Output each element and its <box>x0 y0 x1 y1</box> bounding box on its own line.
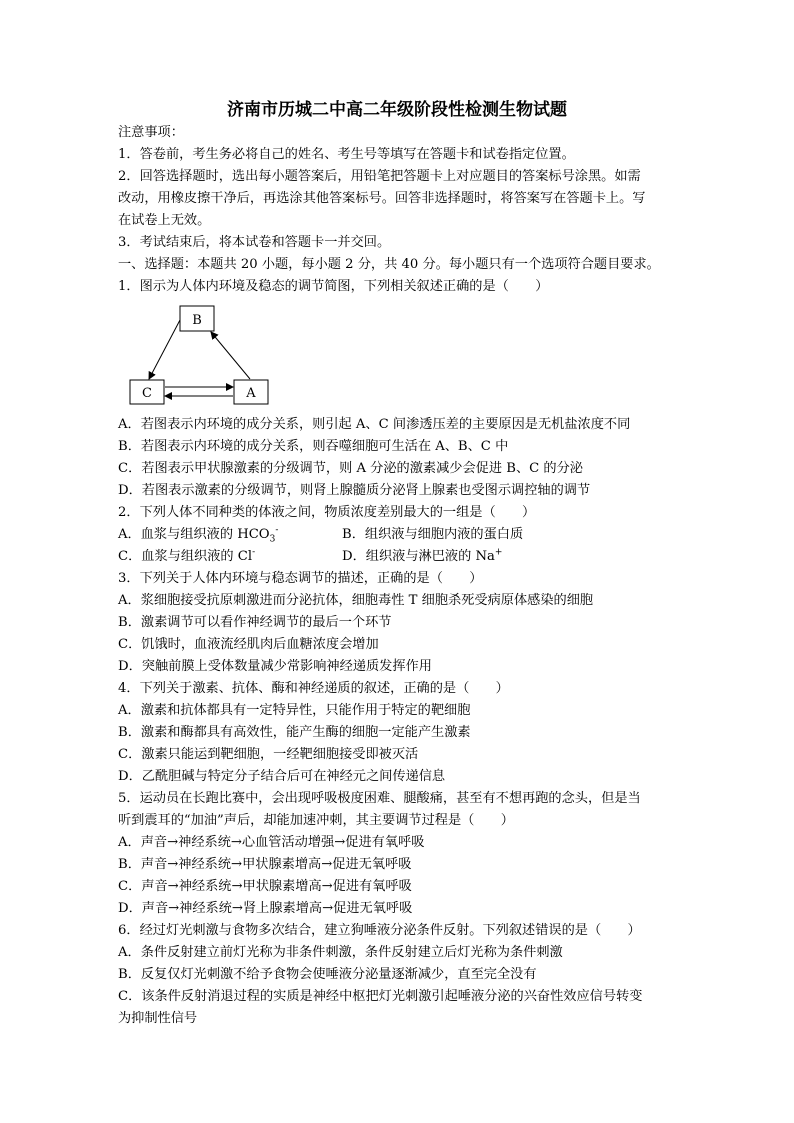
node-b <box>180 306 214 331</box>
question-5-stem: 5．运动员在长跑比赛中，会出现呼吸极度困难、腿酸痛，甚至有不想再跑的念头，但是当 <box>118 791 641 806</box>
question-2-option-d: D．组织液与淋巴液的 Na+ <box>342 547 503 564</box>
question-6-option: C．该条件反射消退过程的实质是神经中枢把灯光刺激引起唾液分泌的兴奋性效应信号转变 <box>118 989 643 1004</box>
notice-item: 2．回答选择题时，选出每小题答案后，用铅笔把答题卡上对应题目的答案标号涂黑。如需 <box>118 169 641 184</box>
node-a <box>234 380 268 404</box>
question-3-option: A．浆细胞接受抗原刺激进而分泌抗体，细胞毒性 T 细胞杀死受病原体感染的细胞 <box>118 593 594 608</box>
question-6-option: B．反复仅灯光刺激不给予食物会使唾液分泌量逐渐减少，直至完全没有 <box>118 967 537 982</box>
page-title: 济南市历城二中高二年级阶段性检测生物试题 <box>227 100 567 120</box>
arrow-b-to-c <box>149 320 180 379</box>
question-3-option: C．饥饿时，血液流经肌肉后血糖浓度会增加 <box>118 637 379 652</box>
question-4-stem: 4．下列关于激素、抗体、酶和神经递质的叙述，正确的是（ ） <box>118 681 509 696</box>
notice-heading: 注意事项： <box>118 125 184 140</box>
question-2-row-1 <box>118 524 678 546</box>
question-4-option: B．激素和酶都具有高效性，能产生酶的细胞一定能产生激素 <box>118 725 471 740</box>
question-4-option: C．激素只能运到靶细胞，一经靶细胞接受即被灭活 <box>118 747 419 762</box>
question-2-option-c: C．血浆与组织液的 Cl- <box>118 547 256 564</box>
question-5-option: C．声音→神经系统→甲状腺素增高→促进有氧呼吸 <box>118 879 412 894</box>
arrow-a-to-b <box>211 332 250 379</box>
question-3-option: D．突触前膜上受体数量减少常影响神经递质发挥作用 <box>118 659 432 674</box>
node-c-label: C <box>142 386 152 401</box>
question-5-option: A．声音→神经系统→心血管活动增强→促进有氧呼吸 <box>118 835 425 850</box>
question-3-option: B．激素调节可以看作神经调节的最后一个环节 <box>118 615 392 630</box>
notice-item: 在试卷上无效。 <box>118 213 211 228</box>
notice-item: 3．考试结束后，将本试卷和答题卡一并交回。 <box>118 235 391 250</box>
question-5-stem-cont: 听到震耳的“加油”声后，却能加速冲刺，其主要调节过程是（ ） <box>118 813 514 828</box>
section-heading: 一、选择题：本题共 20 小题，每小题 2 分，共 40 分。每小题只有一个选项符合题目要求。 <box>118 257 660 272</box>
question-1-option: B．若图表示内环境的成分关系，则吞噬细胞可生活在 A、B、C 中 <box>118 439 509 454</box>
question-1-option: A．若图表示内环境的成分关系，则引起 A、C 间渗透压差的主要原因是无机盐浓度不同 <box>118 417 631 432</box>
question-2-stem: 2．下列人体不同种类的体液之间，物质浓度差别最大的一组是（ ） <box>118 505 536 520</box>
question-2-option-a: A．血浆与组织液的 $HCO_3^-$ <box>118 525 279 545</box>
question-5-option: D．声音→神经系统→肾上腺素增高→促进无氧呼吸 <box>118 901 413 916</box>
question-2-row-2 <box>118 546 678 568</box>
question-1-option: C．若图表示甲状腺激素的分级调节，则 A 分泌的激素减少会促进 B、C 的分泌 <box>118 461 583 476</box>
question-6-option-cont: 为抑制性信号 <box>118 1011 198 1026</box>
node-c <box>130 380 164 404</box>
question-1-option: D．若图表示激素的分级调节，则肾上腺髓质分泌肾上腺素也受图示调控轴的调节 <box>118 483 591 498</box>
question-5-option: B．声音→神经系统→甲状腺素增高→促进无氧呼吸 <box>118 857 412 872</box>
question-6-stem: 6．经过灯光刺激与食物多次结合，建立狗唾液分泌条件反射。下列叙述错误的是（ ） <box>118 923 641 938</box>
question-6-option: A．条件反射建立前灯光称为非条件刺激，条件反射建立后灯光称为条件刺激 <box>118 945 563 960</box>
question-4-option: A．激素和抗体都具有一定特异性，只能作用于特定的靶细胞 <box>118 703 471 718</box>
notice-item: 1．答卷前，考生务必将自己的姓名、考生号等填写在答题卡和试卷指定位置。 <box>118 147 575 162</box>
notice-item: 改动，用橡皮擦干净后，再选涂其他答案标号。回答非选择题时，将答案写在答题卡上。写 <box>118 191 646 206</box>
question-2-option-b: B．组织液与细胞内液的蛋白质 <box>342 527 524 542</box>
question-1-stem: 1．图示为人体内环境及稳态的调节简图，下列相关叙述正确的是（ ） <box>118 279 549 294</box>
question-4-option: D．乙酰胆碱与特定分子结合后可在神经元之间传递信息 <box>118 769 446 784</box>
regulation-diagram <box>118 300 288 410</box>
node-a-label: A <box>246 386 256 401</box>
node-b-label: B <box>192 313 202 328</box>
question-3-stem: 3．下列关于人体内环境与稳态调节的描述，正确的是（ ） <box>118 571 483 586</box>
